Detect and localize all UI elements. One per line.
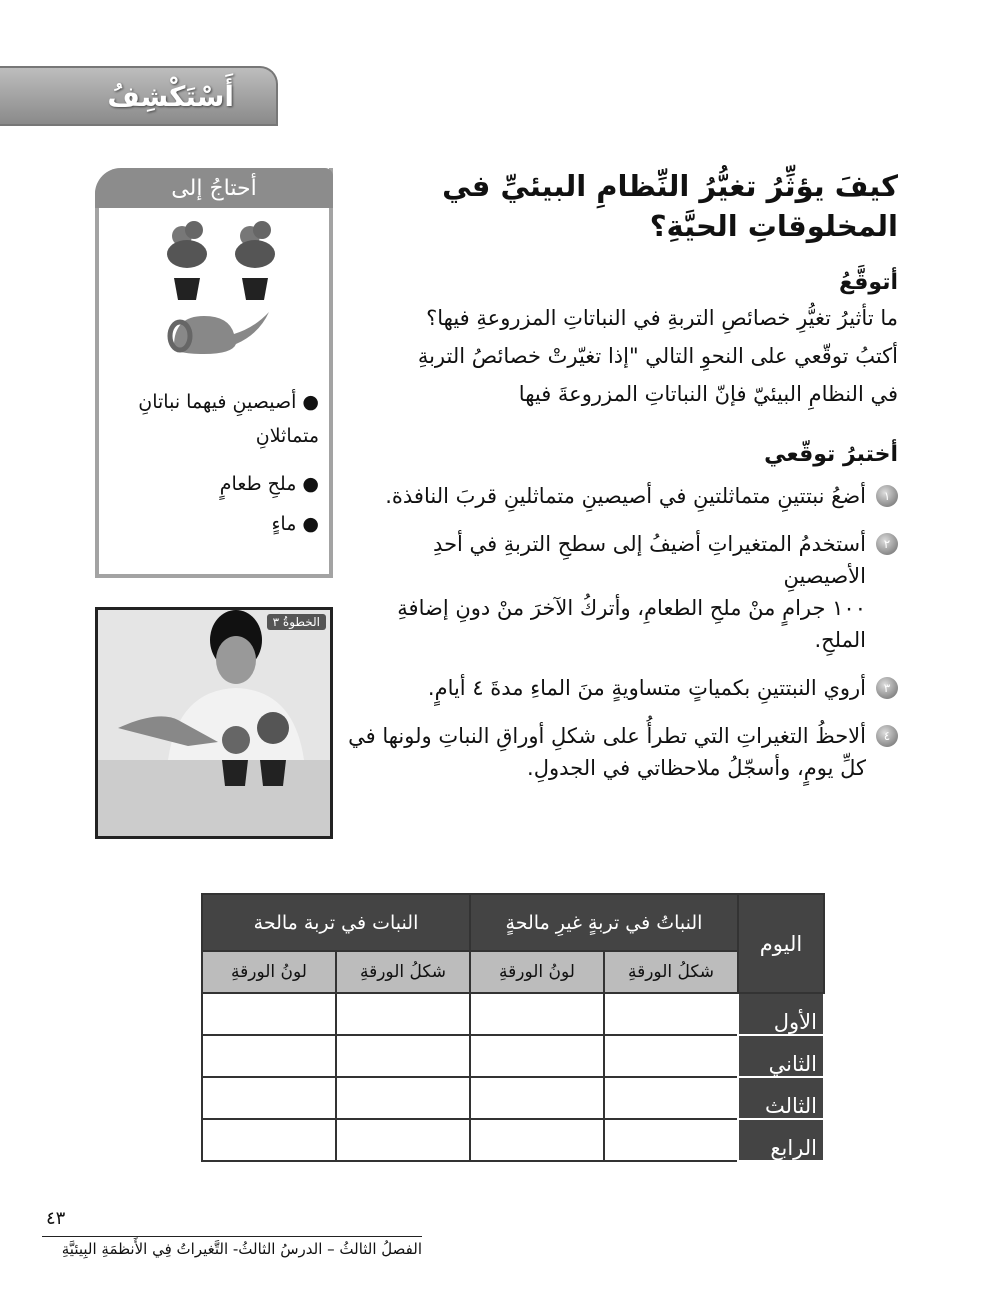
subheader: شكلُ الورقةِ <box>604 951 738 993</box>
materials-heading: أحتاجُ إلى <box>95 168 333 208</box>
step-text: أروي النبتتينِ بكمياتٍ متساويةٍ منَ الماءِ مدةَ ٤ أيامٍ. <box>427 676 866 700</box>
step-1 <box>345 480 898 512</box>
subheader: لونُ الورقةِ <box>470 951 604 993</box>
table-cell[interactable] <box>336 1119 470 1161</box>
table-cell[interactable] <box>336 1077 470 1119</box>
table-cell[interactable] <box>202 1077 336 1119</box>
potted-plant-icon <box>235 221 275 300</box>
materials-box <box>95 168 333 578</box>
step-2 <box>345 528 898 656</box>
potted-plant-icon <box>167 221 207 300</box>
table-cell[interactable] <box>604 1119 738 1161</box>
materials-illustration <box>154 216 284 356</box>
table-cell[interactable] <box>336 993 470 1035</box>
step-number-badge: ٤ <box>876 725 898 747</box>
day-label: الأول <box>738 993 824 1035</box>
table-cell[interactable] <box>604 1035 738 1077</box>
page-title: كيفَ يؤثِّرُ تغيُّرُ النِّظامِ البيئيِّ في المخلوقاتِ الحيَّةِ؟ <box>442 169 898 243</box>
test-heading: أختبرُ توقّعي <box>764 442 898 467</box>
subheader: شكلُ الورقةِ <box>336 951 470 993</box>
table-cell[interactable] <box>470 1077 604 1119</box>
day-label: الثاني <box>738 1035 824 1077</box>
boy-watering-plants-image <box>98 610 330 836</box>
material-item: متماثلانِ <box>255 425 319 447</box>
watering-can-icon <box>170 312 269 354</box>
table-cell[interactable] <box>336 1035 470 1077</box>
footer-divider <box>42 1236 422 1237</box>
step-4 <box>345 720 898 784</box>
step-text: كلِّ يومٍ، وأسجّلُ ملاحظاتي في الجدولِ. <box>527 756 866 780</box>
section-tab <box>0 66 278 126</box>
table-cell[interactable] <box>202 1035 336 1077</box>
table-cell[interactable] <box>604 993 738 1035</box>
observation-table <box>201 893 825 1162</box>
predict-heading: أتوقَّعُ <box>838 270 898 295</box>
day-header: اليوم <box>738 894 824 993</box>
step-text: ألاحظُ التغيراتِ التي تطرأُ على شكلِ أوراقِ النباتِ ولونها في <box>348 724 866 748</box>
table-cell[interactable] <box>202 1119 336 1161</box>
step-label: الخطوةُ ٣ <box>267 614 326 630</box>
step-number-badge: ٢ <box>876 533 898 555</box>
step-number-badge: ١ <box>876 485 898 507</box>
predict-line: في النظامِ البيئيّ فإنّ النباتاتِ المزروعةَ فيها <box>518 382 898 406</box>
table-cell[interactable] <box>470 1035 604 1077</box>
predict-line: ما تأثيرُ تغيُّرِ خصائصِ التربةِ في النباتاتِ المزروعةِ فيها؟ <box>426 306 898 330</box>
group-header: النباتُ في تربةٍ غيرِ مالحةٍ <box>470 894 738 951</box>
day-label: الثالث <box>738 1077 824 1119</box>
step-number-badge: ٣ <box>876 677 898 699</box>
material-item: ● ماءٍ <box>271 513 319 535</box>
footer-text: الفصلُ الثالثُ – الدرسُ الثالثُ- التَّغيراتُ فِي الأَنظمَةِ البِيئيَّةِ <box>61 1240 422 1258</box>
step-text: أضعُ نبتتينِ متماثلتينِ في أصيصينِ متماثلينِ قربَ النافذة. <box>385 484 866 508</box>
table-row <box>202 1119 824 1161</box>
page-number: ٤٣ <box>46 1208 66 1229</box>
material-item: ● ملحِ طعامٍ <box>219 473 319 495</box>
table-cell[interactable] <box>202 993 336 1035</box>
step-text: ١٠٠ جرامٍ منْ ملحِ الطعامِ، وأتركُ الآخرَ منْ دونِ إضافةِ الملحِ. <box>397 596 866 652</box>
material-item: ● أصيصينِ فيهما نباتانِ <box>138 391 319 413</box>
step-text: أستخدمُ المتغيراتِ أضيفُ إلى سطحِ التربةِ في أحدِ الأصيصينِ <box>433 532 866 588</box>
section-tab-label: أَسْتَكْشِفُ <box>107 79 234 113</box>
table-cell[interactable] <box>470 1119 604 1161</box>
step-3 <box>345 672 898 704</box>
table-cell[interactable] <box>470 993 604 1035</box>
table-row <box>202 1077 824 1119</box>
subheader: لونُ الورقةِ <box>202 951 336 993</box>
step-photo <box>95 607 333 839</box>
table-row <box>202 993 824 1035</box>
table-row <box>202 1035 824 1077</box>
table-cell[interactable] <box>604 1077 738 1119</box>
predict-line: أكتبُ توقّعي على النحوِ التالي "إذا تغيّرتْ خصائصُ التربةِ <box>417 344 898 368</box>
group-header: النبات في تربة مالحة <box>202 894 470 951</box>
main-content <box>345 166 898 800</box>
day-label: الرابع <box>738 1119 824 1161</box>
